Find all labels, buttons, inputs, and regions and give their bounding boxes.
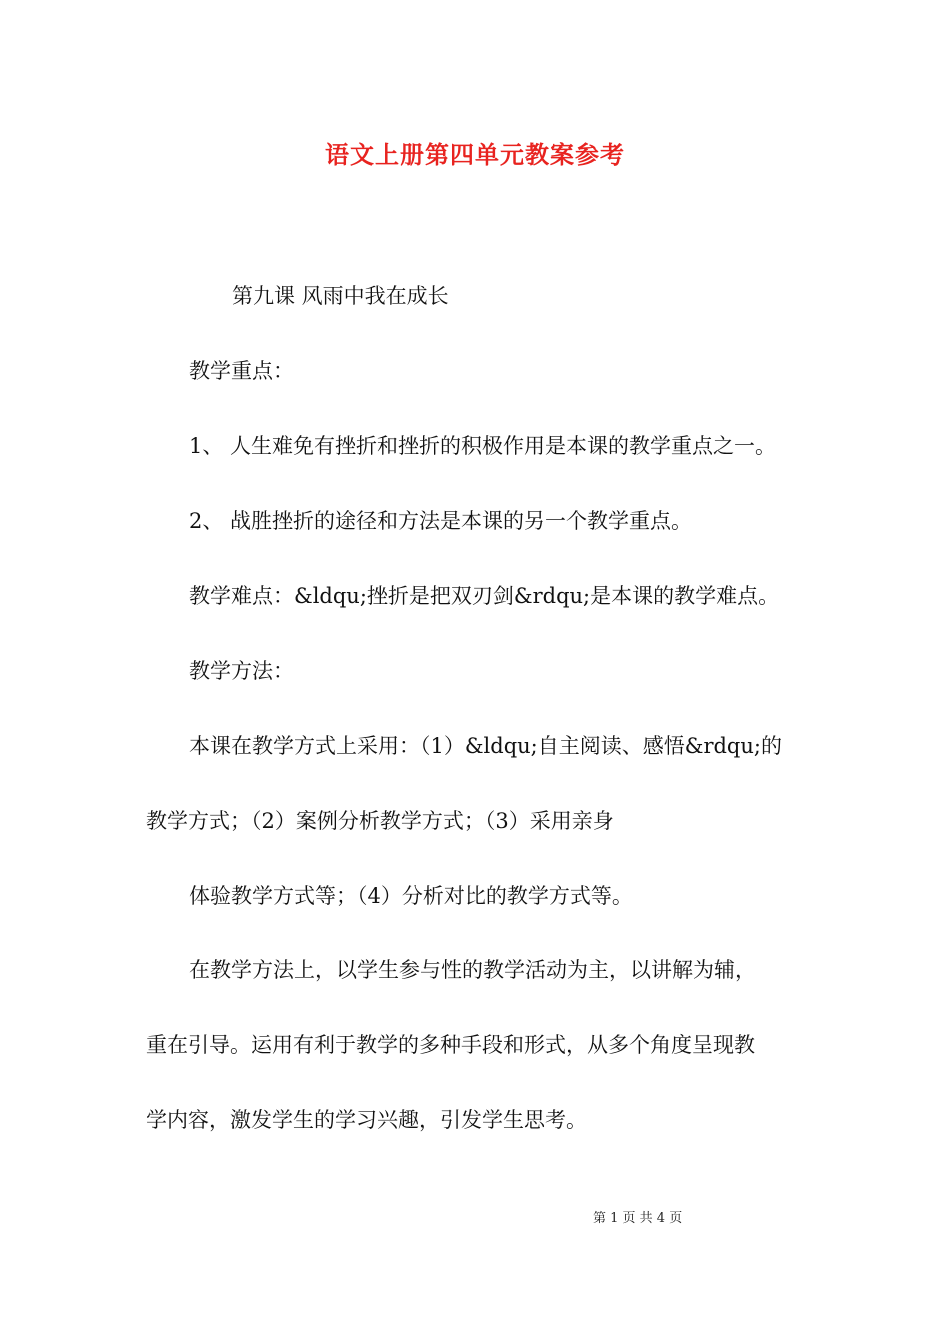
methods-paragraph-line-3: 体验教学方式等；（4）分析对比的教学方式等。 (189, 884, 633, 908)
key-point-1: 1、 人生难免有挫折和挫折的积极作用是本课的教学重点之一。 (189, 434, 777, 458)
approach-paragraph-line-1: 在教学方法上，以学生参与性的教学活动为主，以讲解为辅， (189, 958, 756, 982)
methods-paragraph-line-2: 教学方式；（2）案例分析教学方式；（3）采用亲身 (146, 809, 614, 833)
page-number-footer: 第 1 页 共 4 页 (593, 1211, 683, 1226)
methods-paragraph-line-1: 本课在教学方式上采用：（1）&ldqu;自主阅读、感悟&rdqu;的 (189, 734, 782, 758)
key-point-2: 2、 战胜挫折的途径和方法是本课的另一个教学重点。 (189, 509, 693, 533)
lesson-heading: 第九课 风雨中我在成长 (232, 284, 449, 308)
methods-label: 教学方法： (189, 659, 294, 683)
difficulty-line: 教学难点：&ldqu;挫折是把双刃剑&rdqu;是本课的教学难点。 (189, 584, 780, 608)
approach-paragraph-line-3: 学内容，激发学生的学习兴趣，引发学生思考。 (146, 1108, 587, 1132)
key-points-label: 教学重点： (189, 359, 294, 383)
page-title: 语文上册第四单元教案参考 (325, 141, 625, 169)
approach-paragraph-line-2: 重在引导。运用有利于教学的多种手段和形式，从多个角度呈现教 (146, 1033, 755, 1057)
